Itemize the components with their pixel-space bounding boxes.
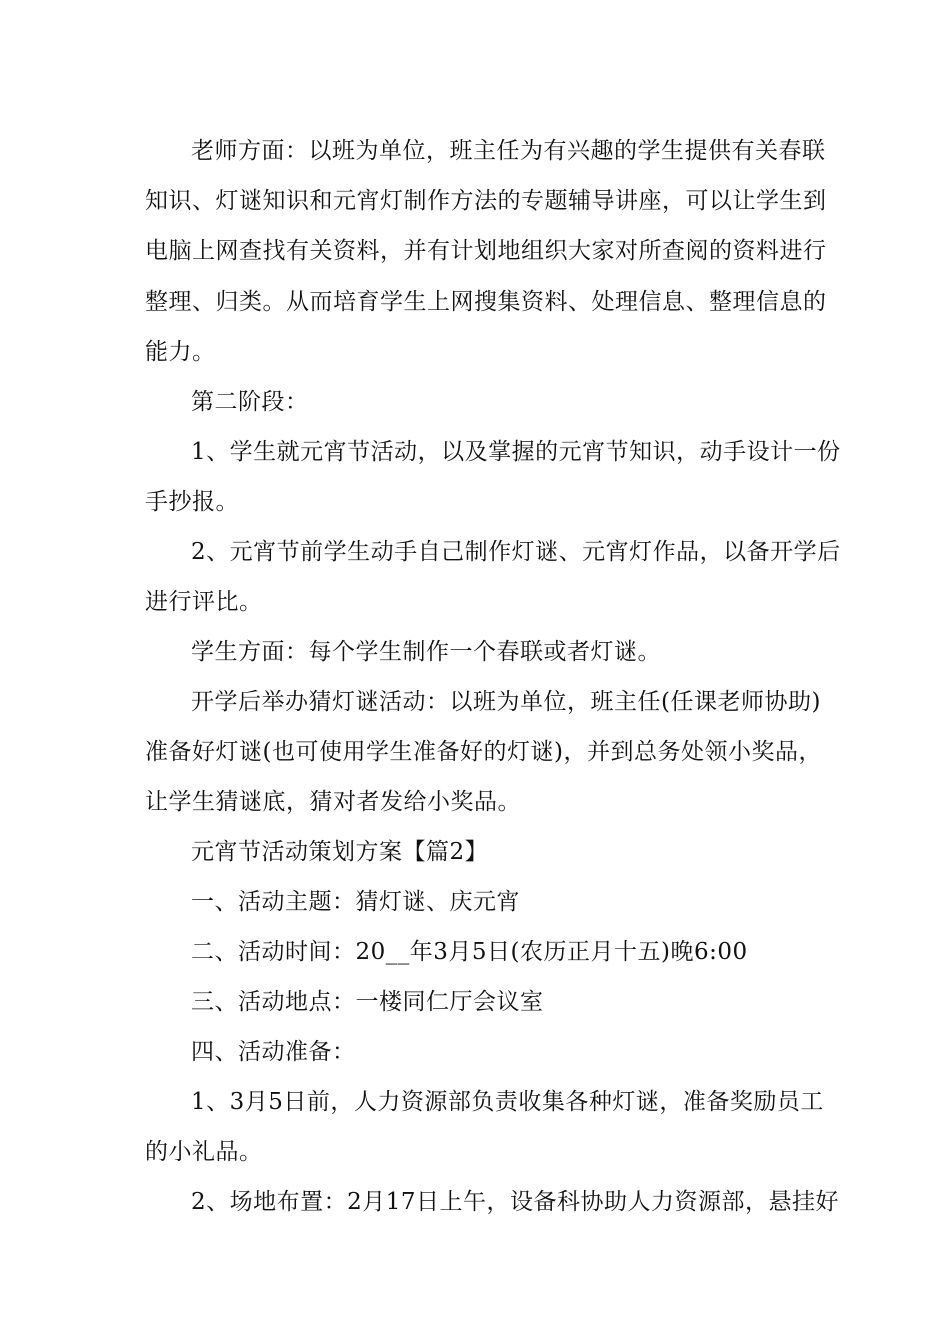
text-line: 四、活动准备：: [191, 1039, 356, 1065]
text-line: 的小礼品。: [145, 1139, 263, 1165]
text-line: 让学生猜谜底，猜对者发给小奖品。: [145, 789, 521, 815]
section-heading: 第二阶段：: [191, 389, 309, 415]
text-line: 整理、归类。从而培育学生上网搜集资料、处理信息、整理信息的: [145, 289, 827, 315]
text-line: 三、活动地点：一楼同仁厅会议室: [191, 989, 544, 1015]
document-subtitle: 元宵节活动策划方案【篇2】: [191, 839, 489, 865]
text-line: 学生方面：每个学生制作一个春联或者灯谜。: [191, 639, 661, 665]
text-line: 进行评比。: [145, 589, 263, 615]
text-line: 开学后举办猜灯谜活动：以班为单位，班主任(任课老师协助): [191, 689, 821, 715]
text-line: 1、3月5日前，人力资源部负责收集各种灯谜，准备奖励员工: [191, 1089, 824, 1115]
text-line: 老师方面：以班为单位，班主任为有兴趣的学生提供有关春联: [191, 138, 826, 164]
text-line: 知识、灯谜知识和元宵灯制作方法的专题辅导讲座，可以让学生到: [145, 188, 827, 214]
text-line: 能力。: [145, 339, 216, 365]
text-line: 2、场地布置：2月17日上午，设备科协助人力资源部，悬挂好: [191, 1189, 840, 1215]
text-line: 二、活动时间：20__年3月5日(农历正月十五)晚6:00: [191, 939, 748, 965]
text-line: 1、学生就元宵节活动，以及掌握的元宵节知识，动手设计一份: [191, 439, 841, 465]
text-line: 准备好灯谜(也可使用学生准备好的灯谜)，并到总务处领小奖品，: [145, 739, 822, 765]
text-line: 电脑上网查找有关资料，并有计划地组织大家对所查阅的资料进行: [145, 238, 827, 264]
text-line: 2、元宵节前学生动手自己制作灯谜、元宵灯作品，以备开学后: [191, 539, 841, 565]
text-line: 一、活动主题：猜灯谜、庆元宵: [191, 889, 520, 915]
text-line: 手抄报。: [145, 489, 239, 515]
